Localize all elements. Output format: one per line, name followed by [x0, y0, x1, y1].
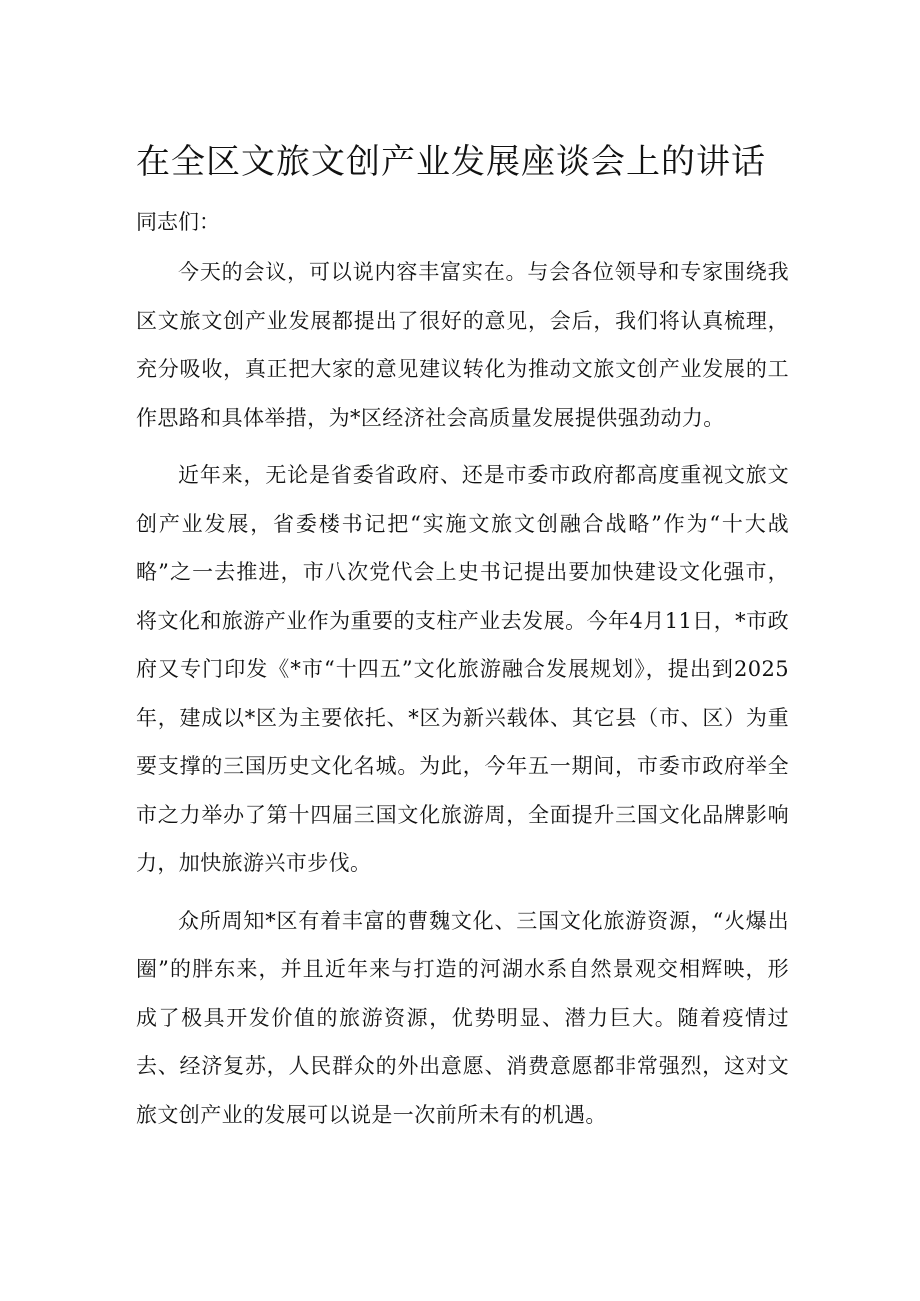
- document-body: [136, 248, 789, 1148]
- document-title: 在全区文旅文创产业发展座谈会上的讲话: [136, 142, 766, 182]
- paragraph-2: 近年来，无论是省委省政府、还是市委市政府都高度重视文旅文创产业发展，省委楼书记把“实施文旅文创融合战略”作为“十大战略”之一去推进，市八次党代会上史书记提出要加快建设文化强市，将文化和旅游产业作为重要的支柱产业去发展。今年4月11日，*市政府又专门印发《*市“十四五”文化旅游融合发展规划》，提出到2025年，建成以*区为主要依托、*区为新兴载体、其它县（市、区）为重要支撑的三国历史文化名城。为此，今年五一期间，市委市政府举全市之力举办了第十四届三国文化旅游周，全面提升三国文化品牌影响力，加快旅游兴市步伐。: [136, 463, 789, 875]
- salutation: 同志们：: [136, 210, 220, 234]
- paragraph-3: 众所周知*区有着丰富的曹魏文化、三国文化旅游资源，“火爆出圈”的胖东来，并且近年来与打造的河湖水系自然景观交相辉映，形成了极具开发价值的旅游资源，优势明显、潜力巨大。随着疫情过去、经济复苏，人民群众的外出意愿、消费意愿都非常强烈，这对文旅文创产业的发展可以说是一次前所未有的机遇。: [136, 908, 789, 1127]
- paragraph-1: 今天的会议，可以说内容丰富实在。与会各位领导和专家围绕我区文旅文创产业发展都提出了很好的意见，会后，我们将认真梳理，充分吸收，真正把大家的意见建议转化为推动文旅文创产业发展的工作思路和具体举措，为*区经济社会高质量发展提供强劲动力。: [136, 260, 789, 430]
